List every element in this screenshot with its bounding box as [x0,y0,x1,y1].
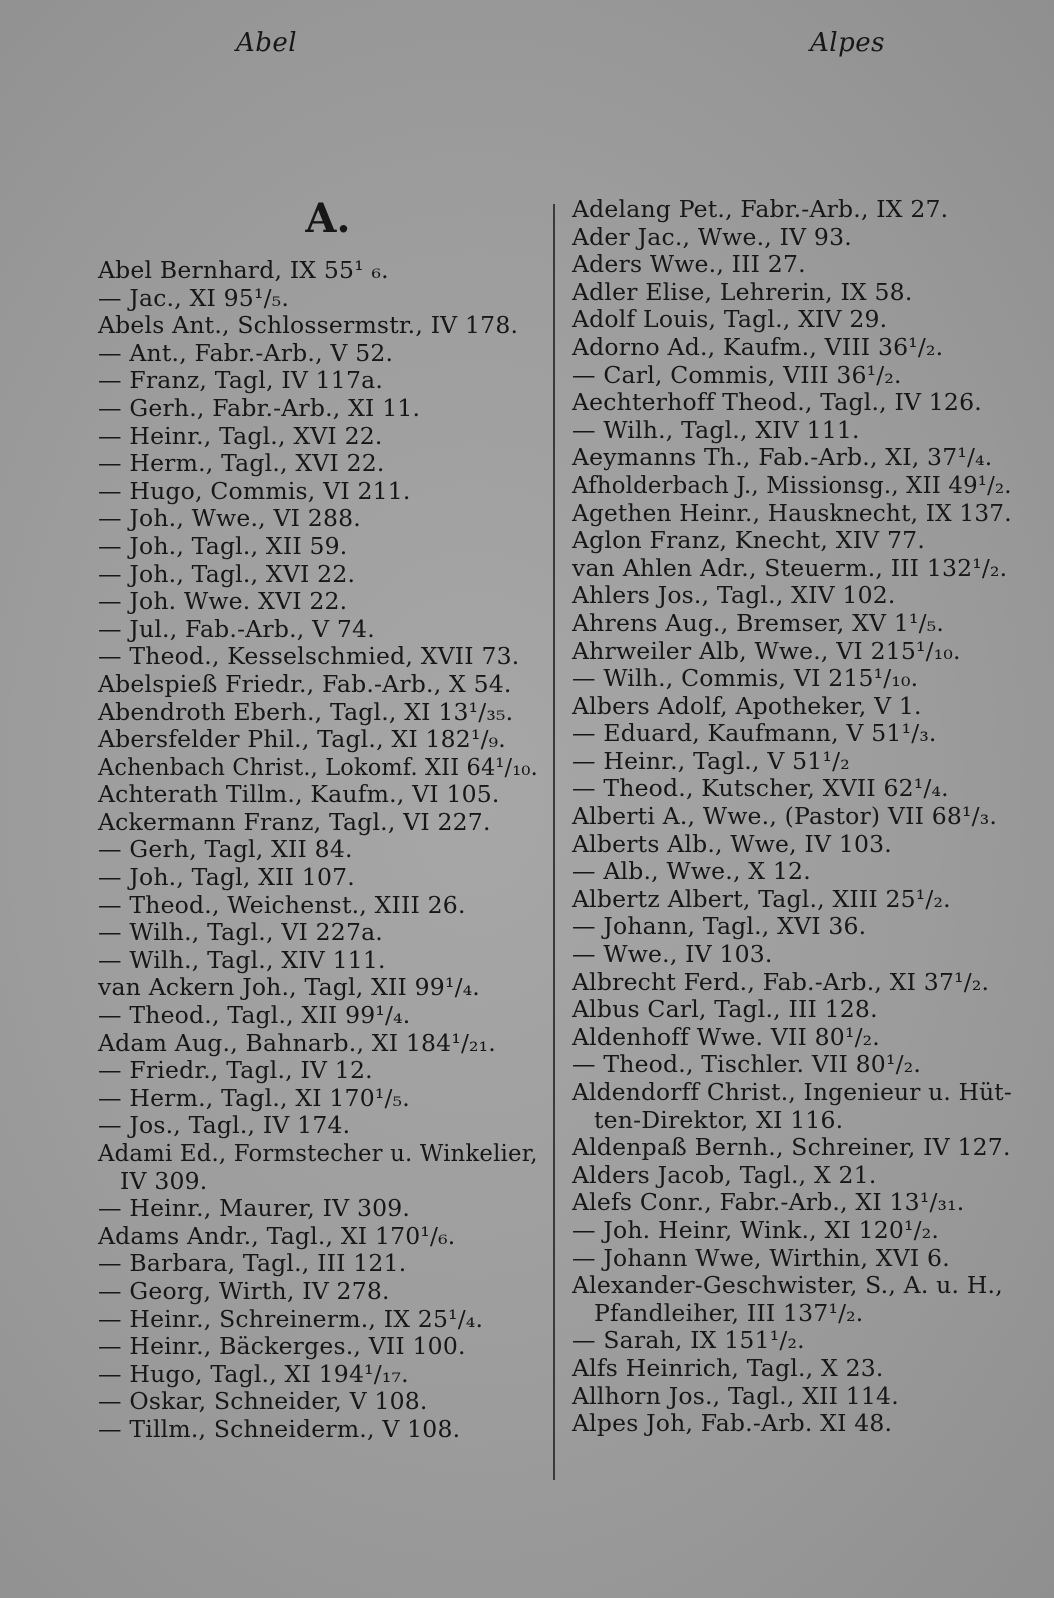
directory-entry: Alfs Heinrich, Tagl., X 23. [572,1353,884,1382]
directory-entry: van Ahlen Adr., Steuerm., III 132¹/₂. [572,553,1008,582]
directory-entry: — Theod., Kutscher, XVII 62¹/₄. [572,774,949,803]
directory-entry: — Joh., Wwe., VI 288. [98,504,361,533]
directory-entry: Adorno Ad., Kaufm., VIII 36¹/₂. [572,332,944,361]
directory-entry: — Wilh., Tagl., XIV 111. [572,415,860,444]
directory-entry: — Hugo, Commis, VI 211. [98,476,411,505]
directory-entry: Allhorn Jos., Tagl., XII 114. [572,1381,899,1410]
directory-entry: — Ant., Fabr.-Arb., V 52. [98,338,394,367]
directory-entry: — Joh., Tagl, XII 107. [98,863,355,892]
directory-entry: — Friedr., Tagl., IV 12. [98,1056,373,1085]
directory-entry: Abels Ant., Schlossermstr., IV 178. [98,311,519,340]
directory-entry: Adams Andr., Tagl., XI 170¹/₆. [98,1221,456,1250]
directory-entry: Alefs Conr., Fabr.-Arb., XI 13¹/₃₁. [572,1188,965,1217]
directory-entry: Abel Bernhard, IX 55¹ ₆. [98,256,389,284]
directory-entry: Albus Carl, Tagl., III 128. [572,995,878,1024]
directory-entry: Ackermann Franz, Tagl., VI 227. [98,807,491,836]
right-column [572,196,1012,1438]
directory-entry: Albrecht Ferd., Fab.-Arb., XI 37¹/₂. [572,967,990,996]
directory-entry: — Carl, Commis, VIII 36¹/₂. [572,360,902,389]
directory-entry: Ahrweiler Alb, Wwe., VI 215¹/₁₀. [572,636,961,665]
directory-entry: Aglon Franz, Knecht, XIV 77. [572,526,925,555]
directory-entry: — Jos., Tagl., IV 174. [98,1111,351,1140]
directory-entry: — Oskar, Schneider, V 108. [98,1387,428,1416]
directory-entry: — Wwe., IV 103. [572,940,773,969]
directory-entry: — Theod., Tischler. VII 80¹/₂. [572,1050,921,1079]
directory-entry: — Wilh., Commis, VI 215¹/₁₀. [572,664,919,693]
directory-entry: — Jac., XI 95¹/₅. [98,283,289,312]
directory-entry: Aders Wwe., III 27. [572,250,806,279]
directory-entry: — Heinr., Bäckerges., VII 100. [98,1332,466,1361]
directory-entry: Adam Aug., Bahnarb., XI 184¹/₂₁. [98,1028,496,1057]
directory-entry: — Heinr., Maurer, IV 309. [98,1194,411,1223]
directory-entry: — Theod., Tagl., XII 99¹/₄. [98,1001,411,1030]
running-head-right: Alpes [810,28,885,58]
directory-entry: — Barbara, Tagl., III 121. [98,1249,407,1278]
directory-entry: Alberts Alb., Wwe, IV 103. [572,829,892,858]
directory-entry: Abelspieß Friedr., Fab.-Arb., X 54. [98,669,512,698]
directory-entry: Adami Ed., Formstecher u. Winkelier, [98,1139,538,1167]
directory-entry: — Joh., Tagl., XII 59. [98,531,348,560]
directory-entry: — Alb., Wwe., X 12. [572,857,811,886]
directory-entry: — Heinr., Schreinerm., IX 25¹/₄. [98,1304,484,1333]
directory-entry: — Gerh., Fabr.-Arb., XI 11. [98,393,421,422]
directory-entry: Agethen Heinr., Hausknecht, IX 137. [572,498,1012,527]
directory-entry: — Wilh., Tagl., XIV 111. [98,945,386,974]
directory-entry: ten-Direktor, XI 116. [594,1105,844,1134]
directory-entry: Albertz Albert, Tagl., XIII 25¹/₂. [572,884,951,913]
directory-entry: — Gerh, Tagl, XII 84. [98,835,353,864]
directory-entry: — Sarah, IX 151¹/₂. [572,1326,805,1355]
directory-entry: — Georg, Wirth, IV 278. [98,1276,390,1305]
running-head-left: Abel [236,28,298,58]
directory-entry: — Joh. Wwe. XVI 22. [98,587,348,616]
directory-entry: Ader Jac., Wwe., IV 93. [572,222,852,251]
directory-entry: — Eduard, Kaufmann, V 51¹/₃. [572,719,937,748]
directory-entry: Aeymanns Th., Fab.-Arb., XI, 37¹/₄. [572,443,993,472]
directory-entry: — Theod., Kesselschmied, XVII 73. [98,642,520,671]
directory-entry: IV 309. [120,1166,208,1195]
directory-entry: — Joh. Heinr, Wink., XI 120¹/₂. [572,1215,940,1244]
column-divider [553,204,555,1480]
directory-entry: Aldendorff Christ., Ingenieur u. Hüt- [572,1078,1012,1106]
directory-entry: — Franz, Tagl, IV 117a. [98,366,383,395]
directory-entry: Adelang Pet., Fabr.-Arb., IX 27. [572,195,949,223]
directory-entry: Alders Jacob, Tagl., X 21. [572,1160,877,1189]
directory-entry: — Heinr., Tagl., V 51¹/₂ [572,746,850,775]
directory-entry: — Tillm., Schneiderm., V 108. [98,1414,461,1443]
directory-entry: van Ackern Joh., Tagl, XII 99¹/₄. [98,973,480,1002]
directory-entry: Alberti A., Wwe., (Pastor) VII 68¹/₃. [572,802,998,831]
left-column [98,196,538,1444]
directory-entry: Alexander-Geschwister, S., A. u. H., [572,1271,1003,1300]
directory-entry: Adolf Louis, Tagl., XIV 29. [572,305,888,334]
directory-entry: — Johann, Tagl., XVI 36. [572,912,867,941]
directory-entry: Achenbach Christ., Lokomf. XII 64¹/₁₀. [98,752,538,781]
directory-entry: Abersfelder Phil., Tagl., XI 182¹/₉. [98,725,506,754]
directory-entry: — Hugo, Tagl., XI 194¹/₁₇. [98,1359,409,1388]
directory-entry: Aldenpaß Bernh., Schreiner, IV 127. [572,1133,1011,1162]
directory-entry: Adler Elise, Lehrerin, IX 58. [572,277,913,306]
directory-entry: Aechterhoff Theod., Tagl., IV 126. [572,388,982,417]
directory-entry: Afholderbach J., Missionsg., XII 49¹/₂. [572,470,1012,499]
directory-entry: — Herm., Tagl., XVI 22. [98,449,385,478]
directory-entry: Pfandleiher, III 137¹/₂. [594,1298,864,1327]
directory-entry: Alpes Joh, Fab.-Arb. XI 48. [572,1409,893,1438]
directory-entry: — Johann Wwe, Wirthin, XVI 6. [572,1243,950,1272]
section-letter: A. [305,195,351,242]
directory-entry: Aldenhoff Wwe. VII 80¹/₂. [572,1022,880,1051]
directory-entry: — Joh., Tagl., XVI 22. [98,559,356,588]
directory-entry: — Theod., Weichenst., XIII 26. [98,890,466,919]
directory-entry: Abendroth Eberh., Tagl., XI 13¹/₃₅. [98,697,514,726]
directory-entry: — Wilh., Tagl., VI 227a. [98,918,383,947]
directory-entry: Albers Adolf, Apotheker, V 1. [572,691,922,720]
directory-entry: Achterath Tillm., Kaufm., VI 105. [98,780,500,809]
directory-entry: — Jul., Fab.-Arb., V 74. [98,614,375,643]
directory-entry: — Heinr., Tagl., XVI 22. [98,421,383,450]
directory-entry: Ahrens Aug., Bremser, XV 1¹/₅. [572,608,945,637]
directory-entry: Ahlers Jos., Tagl., XIV 102. [572,581,896,610]
directory-entry: — Herm., Tagl., XI 170¹/₅. [98,1083,410,1112]
